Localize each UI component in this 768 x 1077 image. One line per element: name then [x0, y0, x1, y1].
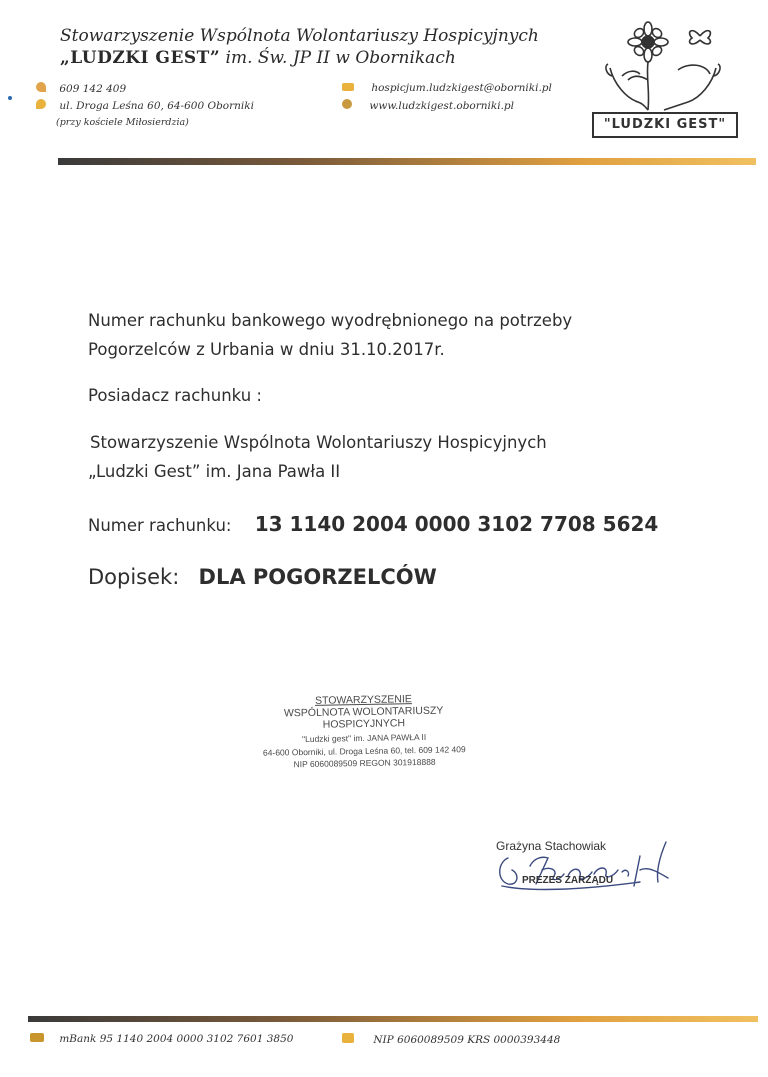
stamp-line-3: HOSPICYJNYCH [322, 717, 406, 731]
stamp-line-6: NIP 6060089509 REGON 301918888 [293, 756, 436, 770]
note-value: DLA POGORZELCÓW [198, 565, 437, 589]
intro-line-2: Pogorzelców z Urbania w dniu 31.10.2017r. [88, 340, 445, 359]
organization-name-line-2 [60, 48, 456, 68]
stamp-line-2: WSPÓLNOTA WOLONTARIUSZY [283, 704, 444, 720]
bank-card-icon [30, 1033, 44, 1042]
phone-number: 609 142 409 [59, 83, 127, 95]
hands-flower-logo-icon [588, 18, 740, 118]
document-icon [342, 1033, 354, 1043]
footer-divider [28, 1016, 758, 1022]
email-row [342, 82, 552, 94]
organization-logo [588, 18, 740, 138]
account-number-label: Numer rachunku: [88, 516, 232, 535]
phone-icon [36, 82, 46, 92]
stamp-line-4: "Ludzki gest" im. JANA PAWŁA II [301, 731, 427, 745]
website-row [342, 99, 514, 112]
account-holder-label: Posiadacz rachunku : [88, 386, 262, 405]
signatory-role: PREZES ZARZĄDU [522, 875, 614, 886]
organization-patron: im. Św. JP II w Obornikach [220, 48, 456, 68]
location-pin-icon [36, 99, 46, 109]
address: ul. Droga Leśna 60, 64-600 Oborniki [59, 100, 254, 112]
header-divider [58, 158, 756, 165]
stamp-line-1: STOWARZYSZENIE [314, 693, 412, 707]
logo-caption: "LUDZKI GEST" [592, 112, 738, 138]
stamp-line-5: 64-600 Oborniki, ul. Droga Leśna 60, tel. 609 142 409 [262, 744, 466, 758]
organization-stamp [237, 692, 490, 770]
website-url[interactable]: www.ludzkigest.oborniki.pl [369, 100, 515, 112]
account-number-row [88, 512, 658, 536]
blue-dot [8, 96, 12, 100]
note-label: Dopisek: [88, 565, 180, 589]
envelope-icon [342, 83, 354, 91]
note-row [88, 565, 437, 589]
registration-numbers: NIP 6060089509 KRS 0000393448 [373, 1034, 561, 1046]
organization-name-line: Stowarzyszenie Wspólnota Wolontariuszy Hospicyjnych [60, 26, 539, 46]
account-holder-name-line-1: Stowarzyszenie Wspólnota Wolontariuszy Hospicyjnych [90, 433, 547, 452]
account-number: 13 1140 2004 0000 3102 7708 5624 [254, 512, 659, 536]
globe-icon [342, 99, 352, 109]
address-row [36, 99, 254, 112]
bank-account-footer [30, 1033, 293, 1045]
signatory-name: Grażyna Stachowiak [496, 839, 607, 853]
address-note: (przy kościele Miłosierdzia) [56, 117, 189, 128]
organization-short-name: „LUDZKI GEST” [60, 48, 221, 68]
email-address[interactable]: hospicjum.ludzkigest@oborniki.pl [371, 82, 552, 94]
registration-footer [342, 1033, 560, 1046]
intro-line-1: Numer rachunku bankowego wyodrębnionego na potrzeby [88, 311, 573, 330]
phone-row [36, 82, 126, 95]
bank-account-text: mBank 95 1140 2004 0000 3102 7601 3850 [59, 1033, 294, 1045]
account-holder-name-line-2: „Ludzki Gest” im. Jana Pawła II [88, 462, 341, 481]
